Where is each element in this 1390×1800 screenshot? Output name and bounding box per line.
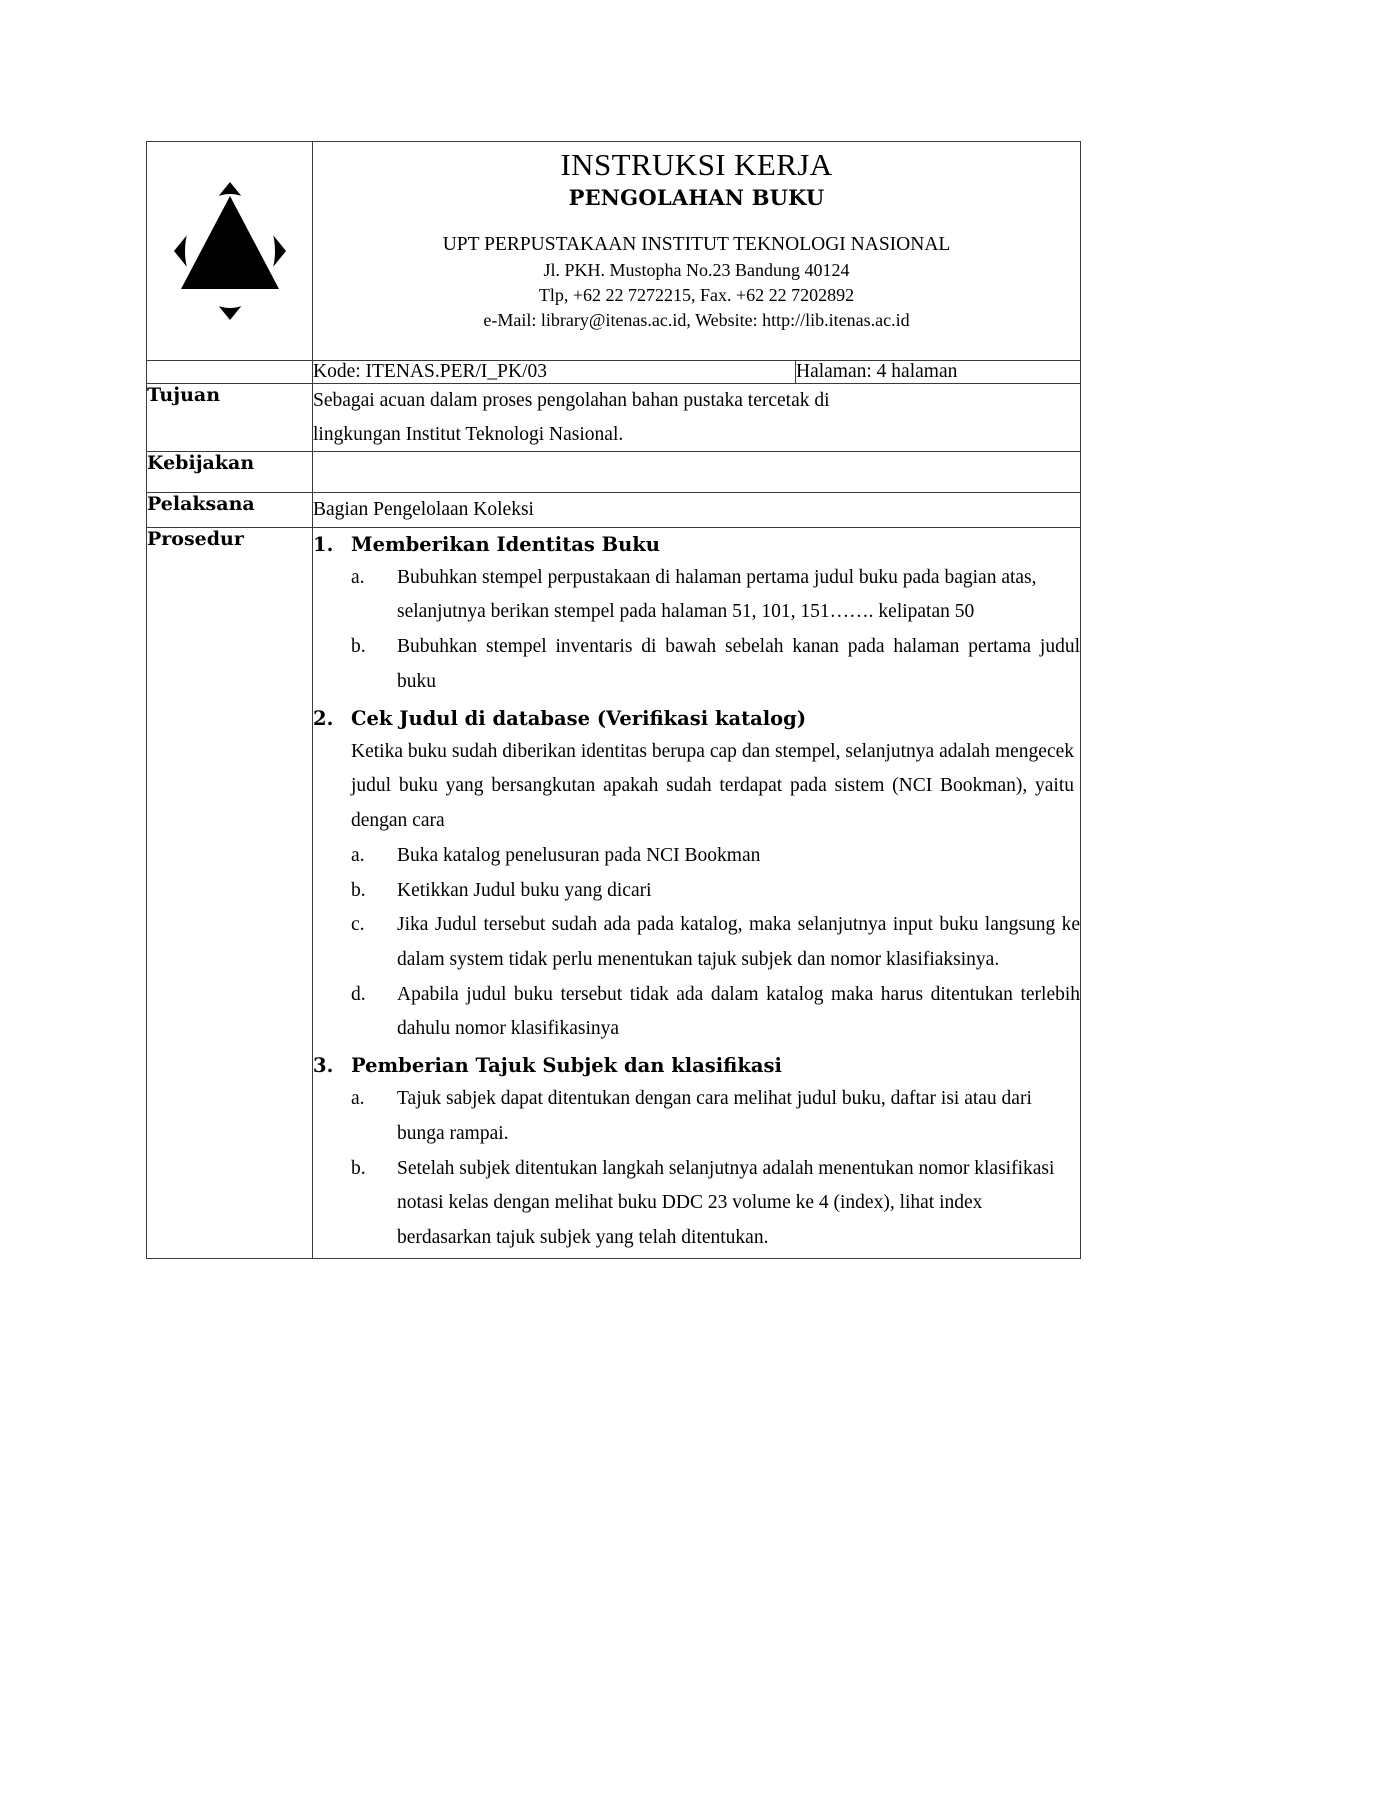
prosedur-label: Prosedur [147, 527, 313, 1258]
kode-cell: Kode: ITENAS.PER/I_PK/03 [313, 361, 796, 384]
step-2-item-a-text: Buka katalog penelusuran pada NCI Bookman [397, 844, 761, 866]
procedure-step-2 [313, 702, 1080, 1047]
step-3-heading [313, 1049, 1080, 1082]
step-3-sublist [351, 1082, 1080, 1256]
page-title: INSTRUKSI KERJA [560, 147, 833, 182]
step-1-item-a-marker: a. [351, 566, 365, 588]
tujuan-content [313, 384, 1081, 452]
step-1-title: Memberikan Identitas Buku [351, 532, 660, 556]
phone-line: Tlp, +62 22 7272215, Fax. +62 22 7202892 [538, 284, 855, 305]
step-1-heading [313, 528, 1080, 561]
step-1-item-a-text: Bubuhkan stempel perpustakaan di halaman pertama judul buku pada bagian atas, selanjutnya berikan stempel pada halaman 51, 101, 151……. kelipatan 50 [397, 566, 1037, 623]
logo-cell [147, 142, 313, 361]
tujuan-row [147, 384, 1081, 452]
itenas-logo-icon [147, 142, 313, 360]
list-item [351, 1152, 1080, 1256]
halaman-cell: Halaman: 4 halaman [796, 361, 1081, 384]
step-2-number: 2. [313, 706, 334, 730]
pelaksana-label: Pelaksana [147, 493, 313, 528]
step-2-item-c-text: Jika Judul tersebut sudah ada pada katalog, maka selanjutnya input buku langsung ke dalam system tidak perlu menentukan tajuk subjek dan nomor klasifiaksinya. [397, 914, 1081, 970]
step-2-sublist [351, 839, 1080, 1047]
step-3-title: Pemberian Tajuk Subjek dan klasifikasi [351, 1054, 782, 1078]
step-1-sublist [351, 561, 1080, 700]
step-1-number: 1. [313, 532, 334, 556]
list-item [351, 561, 1080, 630]
kebijakan-row [147, 452, 1081, 493]
pelaksana-row [147, 493, 1081, 528]
step-2-heading [313, 702, 1080, 735]
list-item [351, 908, 1080, 977]
list-item [351, 978, 1080, 1047]
procedure-step-3 [313, 1049, 1080, 1256]
kode-row-spacer [147, 361, 313, 384]
step-3-item-b-marker: b. [351, 1157, 366, 1179]
pelaksana-content: Bagian Pengelolaan Koleksi [313, 493, 1081, 528]
list-item [351, 839, 1080, 874]
contact-line: e-Mail: library@itenas.ac.id, Website: http://lib.itenas.ac.id [483, 309, 910, 330]
list-item [351, 630, 1080, 699]
prosedur-row [147, 527, 1081, 1258]
step-3-item-a-text: Tajuk sabjek dapat ditentukan dengan cara melihat judul buku, daftar isi atau dari bunga rampai. [397, 1088, 1032, 1144]
header-title-block [313, 142, 1081, 361]
list-item [351, 874, 1080, 909]
step-2-item-d-marker: d. [351, 983, 366, 1005]
step-2-item-b-text: Ketikkan Judul buku yang dicari [397, 879, 652, 901]
step-1-item-b-marker: b. [351, 636, 366, 658]
step-2-intro: Ketika buku sudah diberikan identitas berupa cap dan stempel, selanjutnya adalah mengecek judul buku yang bersangkutan apakah sudah terdapat pada sistem (NCI Bookman), yaitu dengan cara [351, 740, 1075, 832]
step-2-item-c-marker: c. [351, 914, 365, 936]
step-3-item-b-text: Setelah subjek ditentukan langkah selanjutnya adalah menentukan nomor klasifikasi notasi kelas dengan melihat buku DDC 23 volume ke 4 (index), lihat index berdasarkan tajuk subjek yang telah ditentukan. [397, 1157, 1055, 1248]
kebijakan-content [313, 452, 1081, 493]
tujuan-line-1: Sebagai acuan dalam proses pengolahan bahan pustaka tercetak di [313, 390, 830, 411]
kebijakan-label: Kebijakan [147, 452, 313, 493]
organization-name: UPT PERPUSTAKAAN INSTITUT TEKNOLOGI NASIONAL [442, 233, 951, 255]
prosedur-content [313, 527, 1081, 1258]
step-3-number: 3. [313, 1054, 334, 1078]
procedure-list [313, 528, 1080, 1256]
work-instruction-table [146, 141, 1081, 1259]
step-2-title: Cek Judul di database (Verifikasi katalog) [351, 706, 807, 730]
page-subtitle: PENGOLAHAN BUKU [568, 184, 825, 210]
step-2-item-a-marker: a. [351, 844, 365, 866]
step-3-item-a-marker: a. [351, 1088, 365, 1110]
header-row [147, 142, 1081, 361]
address-line: Jl. PKH. Mustopha No.23 Bandung 40124 [543, 259, 850, 280]
kode-halaman-row [147, 361, 1081, 384]
tujuan-line-2: lingkungan Institut Teknologi Nasional. [313, 423, 624, 445]
step-1-item-b-text: Bubuhkan stempel inventaris di bawah sebelah kanan pada halaman pertama judul buku [397, 636, 1081, 692]
step-2-item-d-text: Apabila judul buku tersebut tidak ada dalam katalog maka harus ditentukan terlebih dahulu nomor klasifikasinya [397, 983, 1081, 1040]
procedure-step-1 [313, 528, 1080, 700]
step-2-item-b-marker: b. [351, 879, 366, 901]
tujuan-label: Tujuan [147, 384, 313, 452]
list-item [351, 1082, 1080, 1151]
